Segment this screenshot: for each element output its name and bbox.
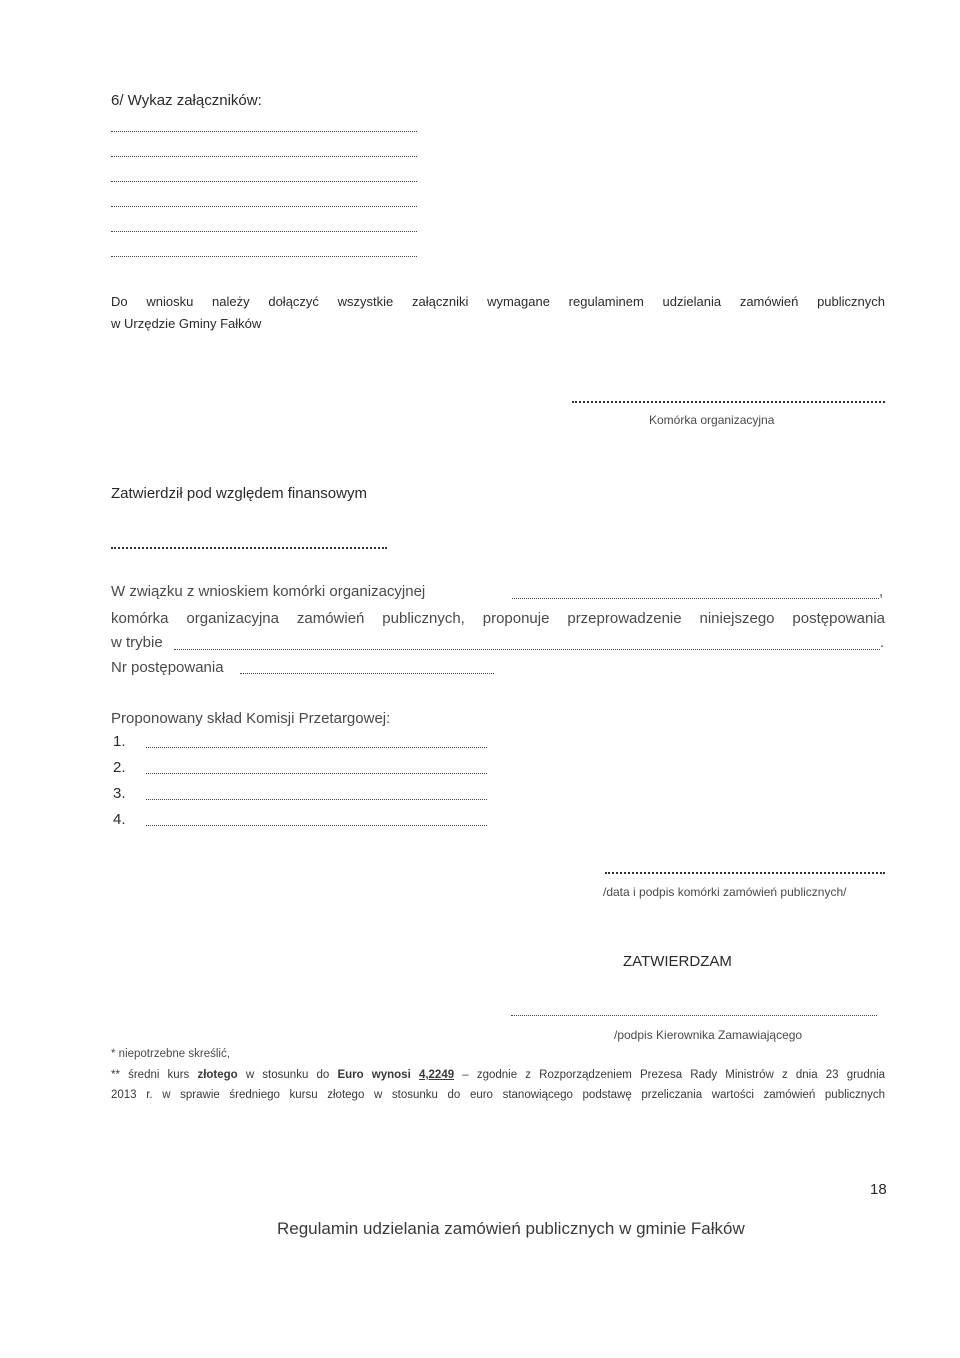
attachment-line-5 [111, 231, 417, 232]
request-line2: komórka organizacyjna zamówień publicznych, proponuje przeprowadzenie niniejszego postępowania [111, 610, 885, 627]
financial-approval-label: Zatwierdził pod względem finansowym [111, 485, 367, 502]
komorka-signature-line [572, 401, 885, 403]
footer-title: Regulamin udzielania zamówień publicznych w gminie Fałków [277, 1219, 745, 1238]
request-line1-end: , [879, 583, 884, 600]
footnote-2-euro: Euro [337, 1069, 364, 1081]
commission-number-2: 2. [113, 759, 126, 776]
attachment-line-2 [111, 156, 417, 157]
footnote-2-rest: – zgodnie z Rozporządzeniem Prezesa Rady Ministrów z dnia 23 grudnia [462, 1069, 886, 1081]
section-heading: 6/ Wykaz załączników: [111, 92, 262, 109]
approve-label: ZATWIERDZAM [623, 953, 732, 970]
footnote-2-mid: w stosunku do [245, 1069, 330, 1081]
attachments-note-line2: w Urzędzie Gminy Fałków [111, 316, 262, 331]
commission-number-1: 1. [113, 733, 126, 750]
komorka-caption: Komórka organizacyjna [649, 413, 775, 427]
footnote-2-line1 [111, 1069, 885, 1081]
page-number: 18 [870, 1181, 887, 1198]
tryb-fill-line [174, 649, 880, 650]
request-line3: w trybie [111, 634, 163, 651]
head-signature-line [511, 1015, 877, 1016]
attachments-note-line1: Do wniosku należy dołączyć wszystkie załączniki wymagane regulaminem udzielania zamówień publicznych [111, 294, 885, 309]
attachment-line-6 [111, 256, 417, 257]
commission-number-3: 3. [113, 785, 126, 802]
request-line4: Nr postępowania [111, 659, 224, 676]
footnote-2-line2: 2013 r. w sprawie średniego kursu złotego w stosunku do euro stanowiącego podstawę przeliczania wartości zamówień publicznych [111, 1089, 885, 1101]
request-line1: W związku z wnioskiem komórki organizacyjnej [111, 583, 426, 600]
footnote-2-wynosi: wynosi [371, 1069, 411, 1081]
attachment-line-3 [111, 181, 417, 182]
commission-member-line-3 [146, 799, 487, 800]
attachment-line-4 [111, 206, 417, 207]
financial-signature-line [111, 547, 387, 549]
komorka-fill-line [512, 598, 879, 599]
commission-member-line-2 [146, 773, 487, 774]
footnote-2-prefix: ** średni kurs [111, 1069, 190, 1081]
commission-number-4: 4. [113, 811, 126, 828]
footnote-2-zlotego: złotego [197, 1069, 238, 1081]
commission-member-line-1 [146, 747, 487, 748]
footnote-1: * niepotrzebne skreślić, [111, 1048, 230, 1060]
attachment-line-1 [111, 131, 417, 132]
date-signature-line [605, 872, 885, 874]
footnote-2-rate: 4,2249 [418, 1069, 455, 1081]
date-signature-caption: /data i podpis komórki zamówień publicznych/ [603, 885, 847, 899]
commission-member-line-4 [146, 825, 487, 826]
request-line3-end: . [880, 634, 885, 651]
commission-heading: Proponowany skład Komisji Przetargowej: [111, 710, 391, 727]
head-signature-caption: /podpis Kierownika Zamawiającego [614, 1028, 803, 1042]
case-number-fill-line [240, 673, 494, 674]
